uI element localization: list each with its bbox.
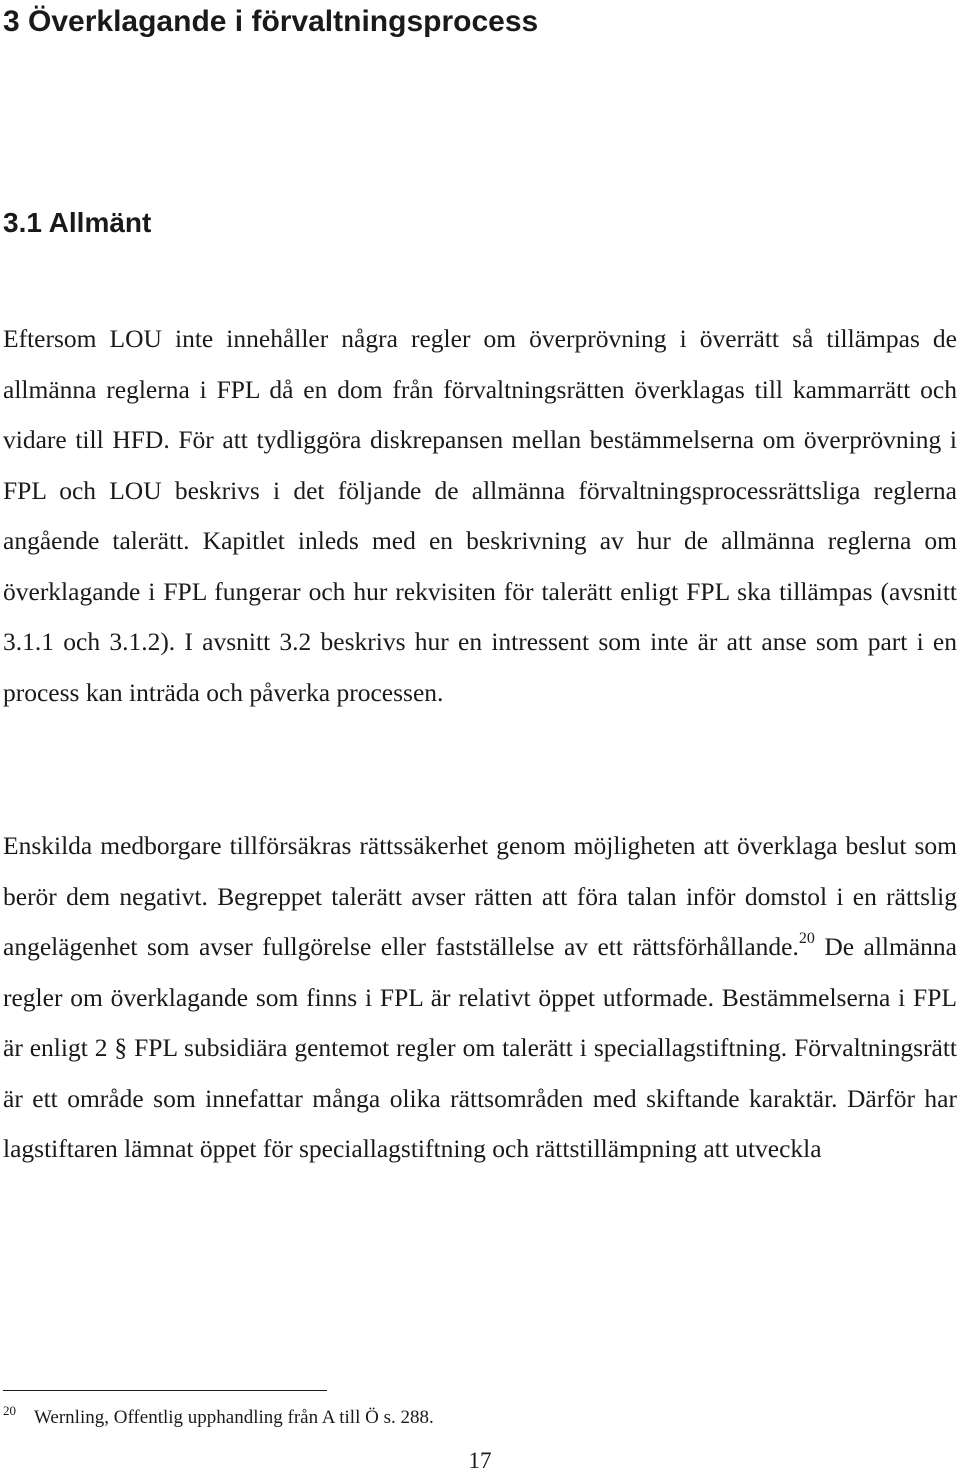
paragraph-text-after-footnote: De allmänna regler om överklagande som finns i FPL är relativt öppet utformade. Bestämmelserna i FPL är enligt 2 § FPL subsidiära gentemot regler om talerätt i speciallagstiftning. Förvaltningsrätt är ett område som innefattar många olika rättsområden med skiftande karaktär. Därför har lagstiftaren lämnat öppet för speciallagstiftning och rättstillämpning att utveckla <box>3 932 957 1163</box>
paragraph-talerätt <box>3 821 957 1175</box>
page-number: 17 <box>468 1448 492 1473</box>
chapter-title: 3 Överklagande i förvaltningsprocess <box>3 5 539 38</box>
footnote <box>3 1404 434 1432</box>
footnote-text: Wernling, Offentlig upphandling från A till Ö s. 288. <box>34 1407 434 1428</box>
section-title: 3.1 Allmänt <box>3 207 152 238</box>
paragraph-text-before-footnote: Enskilda medborgare tillförsäkras rättssäkerhet genom möjligheten att överklaga beslut som berör dem negativt. Begreppet talerätt avser rätten att föra talan inför domstol i en rättslig angelägenhet som avser fullgörelse eller fastställelse av ett rättsförhållande. <box>3 831 957 961</box>
footnote-separator <box>3 1390 327 1391</box>
footnote-number: 20 <box>3 1403 16 1418</box>
paragraph-intro: Eftersom LOU inte innehåller några regler om överprövning i överrätt så tillämpas de allmänna reglerna i FPL då en dom från förvaltningsrätten överklagas till kammarrätt och vidare till HFD. För att tydliggöra diskrepansen mellan bestämmelserna om överprövning i FPL och LOU beskrivs i det följande de allmänna förvaltningsprocessrättsliga reglerna angående talerätt. Kapitlet inleds med en beskrivning av hur de allmänna reglerna om överklagande i FPL fungerar och hur rekvisiten för talerätt enligt FPL ska tillämpas (avsnitt 3.1.1 och 3.1.2). I avsnitt 3.2 beskrivs hur en intressent som inte är att anse som part i en process kan inträda och påverka processen. <box>3 324 957 707</box>
footnote-reference[interactable]: 20 <box>798 930 815 947</box>
